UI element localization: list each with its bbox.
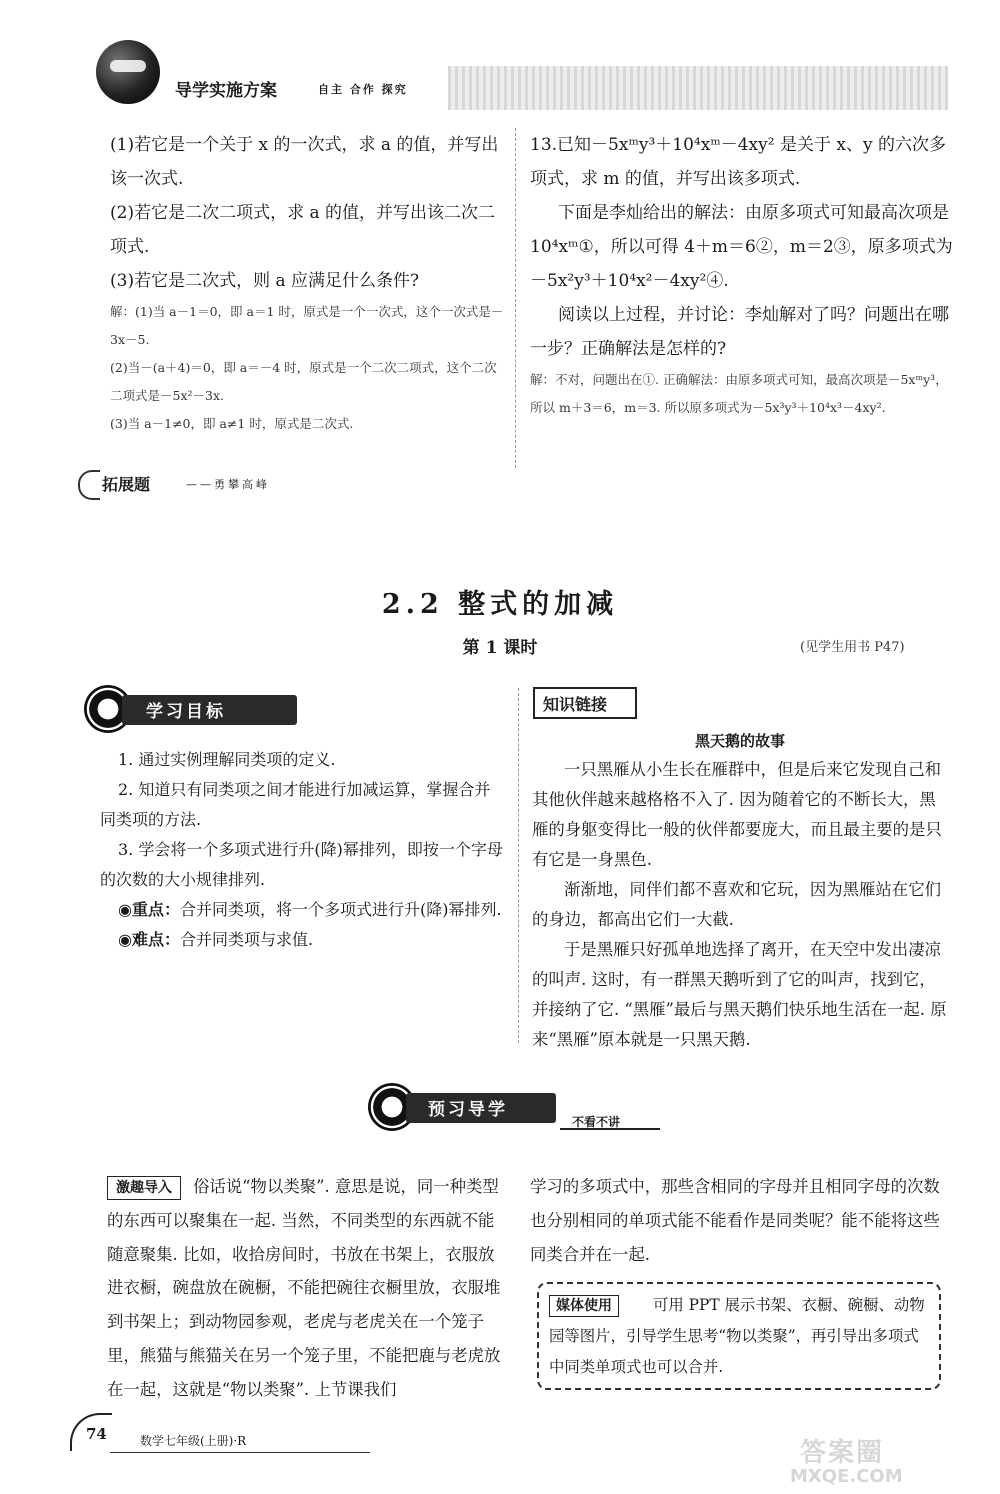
key-point-label: ◉重点： bbox=[118, 900, 180, 919]
column-divider bbox=[515, 128, 516, 468]
story-title: 黑天鹅的故事 bbox=[694, 732, 785, 750]
book-title: 数学七年级(上册)·R bbox=[140, 1434, 247, 1448]
key-point-text: 合并同类项，将一个多项式进行升(降)幂排列. bbox=[179, 900, 502, 919]
question-13-solution: 解：不对，问题出在①. 正确解法：由原多项式可知，最高次项是－5xᵐy³，所以 m＋3＝6，m＝3. 所以原多项式为－5x³y³＋10⁴x³－4xy². bbox=[530, 372, 948, 415]
bracket-icon bbox=[78, 470, 100, 500]
goal-item: 1. 通过实例理解同类项的定义. bbox=[118, 750, 336, 769]
watermark-url: MXQE.COM bbox=[790, 1466, 903, 1487]
watermark-logo: 答案圈 bbox=[800, 1438, 885, 1468]
section-title: 2.2 整式的加减 bbox=[381, 589, 619, 620]
preview-banner-label: 预习导学 bbox=[428, 1100, 508, 1120]
extension-subtitle: ——勇攀高峰 bbox=[186, 478, 270, 491]
story-paragraph: 一只黑雁从小生长在雁群中，但是后来它发现自己和其他伙伴越来越格格不入了. 因为随着它的不断长大，黑雁的身躯变得比一般的伙伴都要庞大，而且最主要的是只有它是一身黑色. bbox=[532, 760, 942, 869]
goal-item: 3. 学会将一个多项式进行升(降)幂排列，即按一个字母的次数的大小规律排列. bbox=[100, 840, 503, 889]
goals-banner-label: 学习目标 bbox=[146, 702, 226, 722]
reference-note: (见学生用书 P47) bbox=[800, 640, 905, 655]
media-box bbox=[537, 1282, 941, 1390]
media-text: 可用 PPT 展示书架、衣橱、碗橱、动物园等图片，引导学生思考“物以类聚”，再引导出多项式中同类单项式也可以合并. bbox=[549, 1296, 925, 1376]
solution-2: (2)当－(a＋4)＝0，即 a＝－4 时，原式是一个二次二项式，这个二次二项式是－5x²－3x. bbox=[110, 360, 497, 403]
extension-label bbox=[78, 470, 308, 498]
question-13: 13.已知－5xᵐy³＋10⁴xᵐ－4xy² 是关于 x、y 的六次多项式，求 m 的值，并写出该多项式. bbox=[530, 135, 946, 189]
question-13-prompt: 阅读以上过程，并讨论：李灿解对了吗？问题出在哪一步？正确解法是怎样的? bbox=[530, 305, 949, 359]
header-title: 导学实施方案 bbox=[175, 81, 277, 101]
question-2: (2)若它是二次二项式，求 a 的值，并写出该二次二项式. bbox=[110, 203, 496, 257]
story-divider bbox=[518, 688, 519, 1043]
left-question-block bbox=[110, 128, 505, 438]
right-question-block bbox=[530, 128, 955, 422]
difficult-point bbox=[100, 925, 505, 955]
story-body bbox=[532, 755, 950, 1055]
intro-right: 学习的多项式中，那些含相同的字母并且相同字母的次数也分别相同的单项式能不能看作是同类呢？能不能将这些同类合并在一起. bbox=[530, 1177, 940, 1264]
header-subtitle: 自主 合作 探究 bbox=[318, 83, 408, 96]
key-point bbox=[100, 895, 505, 925]
media-content bbox=[549, 1290, 931, 1383]
header-decor-band bbox=[448, 66, 948, 110]
goal-item: 2. 知道只有同类项之间才能进行加减运算，掌握合并同类项的方法. bbox=[100, 780, 491, 829]
question-1: (1)若它是一个关于 x 的一次式，求 a 的值，并写出该一次式. bbox=[110, 135, 499, 189]
solution-3: (3)当 a－1≠0，即 a≠1 时，原式是二次式. bbox=[110, 416, 354, 431]
extension-title: 拓展题 bbox=[102, 475, 151, 494]
intro-label: 激趣导入 bbox=[107, 1176, 181, 1200]
goals-list bbox=[100, 745, 505, 955]
question-3: (3)若它是二次式，则 a 应满足什么条件? bbox=[110, 271, 420, 291]
story-paragraph: 于是黑雁只好孤单地选择了离开，在天空中发出凄凉的叫声. 这时，有一群黑天鹅听到了它的叫声，找到它，并接纳了它. “黑雁”最后与黑天鹅们快乐地生活在一起. 原来“黑雁”原本就是一只黑天鹅. bbox=[532, 940, 947, 1049]
knowledge-link-box bbox=[533, 687, 637, 719]
preview-subtitle: 不看不讲 bbox=[572, 1115, 621, 1129]
page-number: 74 bbox=[86, 1425, 107, 1443]
mascot-logo bbox=[96, 40, 160, 104]
difficult-point-label: ◉难点： bbox=[118, 930, 180, 949]
media-label: 媒体使用 bbox=[549, 1295, 619, 1317]
difficult-point-text: 合并同类项与求值. bbox=[179, 930, 314, 949]
lesson-title: 第 1 课时 bbox=[462, 638, 538, 658]
knowledge-link-label: 知识链接 bbox=[543, 695, 608, 714]
question-13-method: 下面是李灿给出的解法：由原多项式可知最高次项是 10⁴xᵐ①，所以可得 4＋m＝6②，m＝2③，原多项式为－5x²y³＋10⁴x²－4xy²④. bbox=[530, 203, 953, 291]
solution-1: 解：(1)当 a－1＝0，即 a＝1 时，原式是一个一次式，这个一次式是－3x－5. bbox=[110, 304, 504, 347]
goals-banner bbox=[84, 685, 299, 735]
intro-left bbox=[107, 1170, 507, 1407]
intro-text: 俗话说“物以类聚”. 意思是说，同一种类型的东西可以聚集在一起. 当然，不同类型的东西就不能随意聚集. 比如，收拾房间时，书放在书架上，衣服放进衣橱，碗盘放在碗橱，不能把碗往衣橱里放，衣服堆到书架上；到动物园参观，老虎与老虎关在一个笼子里，熊猫与熊猫关在另一个笼子里，不能把鹿与老虎放在一起，这就是“物以类聚”. 上节课我们 bbox=[107, 1177, 501, 1399]
story-paragraph: 渐渐地，同伴们都不喜欢和它玩，因为黑雁站在它们的身边，都高出它们一大截. bbox=[532, 880, 941, 929]
footer-rule bbox=[110, 1452, 370, 1453]
